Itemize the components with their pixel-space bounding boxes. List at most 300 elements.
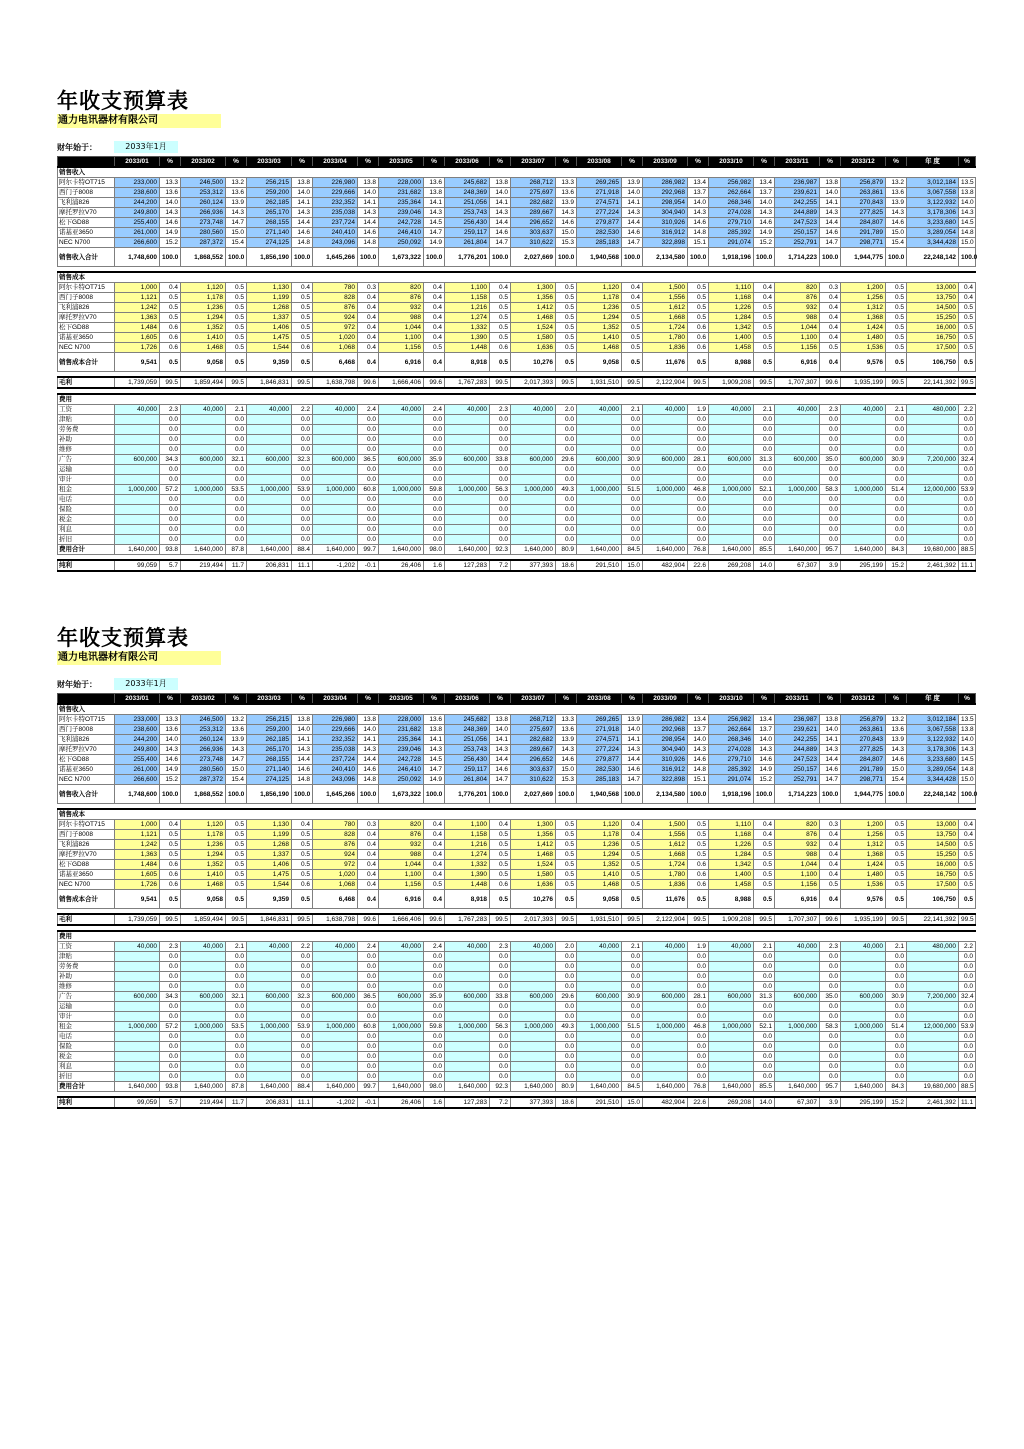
percent-cell[interactable]: 0.0 bbox=[160, 1042, 181, 1052]
value-cell[interactable]: 482,904 bbox=[643, 1097, 688, 1108]
percent-cell[interactable]: 0.5 bbox=[160, 890, 181, 909]
percent-cell[interactable]: 0.0 bbox=[292, 1072, 313, 1082]
percent-cell[interactable]: 14.0 bbox=[358, 188, 379, 198]
percent-cell[interactable]: 2.3 bbox=[490, 405, 511, 415]
percent-cell[interactable]: 15.0 bbox=[886, 765, 907, 775]
value-cell[interactable]: 219,494 bbox=[181, 1097, 226, 1108]
percent-cell[interactable]: 7.2 bbox=[490, 1097, 511, 1108]
row-label[interactable]: 诺基亚3650 bbox=[58, 765, 115, 775]
percent-cell[interactable]: 15.3 bbox=[556, 775, 577, 785]
value-cell[interactable] bbox=[907, 525, 959, 535]
percent-cell[interactable]: 2.1 bbox=[754, 942, 775, 952]
value-cell[interactable]: 274,571 bbox=[577, 198, 622, 208]
value-cell[interactable]: 1,640,000 bbox=[841, 1082, 886, 1092]
value-cell[interactable] bbox=[709, 952, 754, 962]
value-cell[interactable] bbox=[775, 475, 820, 485]
value-cell[interactable]: 480,000 bbox=[907, 942, 959, 952]
value-cell[interactable]: 279,710 bbox=[709, 755, 754, 765]
percent-cell[interactable]: 14.4 bbox=[622, 755, 643, 765]
value-cell[interactable]: 256,215 bbox=[247, 178, 292, 188]
value-cell[interactable]: 1,368 bbox=[841, 850, 886, 860]
percent-cell[interactable]: 13.8 bbox=[820, 178, 841, 188]
percent-cell[interactable]: 0.4 bbox=[959, 830, 976, 840]
percent-cell[interactable]: 0.0 bbox=[622, 1072, 643, 1082]
percent-cell[interactable]: 0.6 bbox=[160, 870, 181, 880]
value-cell[interactable] bbox=[313, 1042, 358, 1052]
percent-cell[interactable]: 0.0 bbox=[622, 962, 643, 972]
value-cell[interactable]: 40,000 bbox=[511, 405, 556, 415]
value-cell[interactable]: 1,178 bbox=[181, 293, 226, 303]
percent-cell[interactable]: 0.0 bbox=[424, 445, 445, 455]
value-cell[interactable]: 1,332 bbox=[445, 323, 490, 333]
percent-cell[interactable]: 0.0 bbox=[688, 1072, 709, 1082]
percent-cell[interactable]: 53.9 bbox=[292, 1022, 313, 1032]
percent-cell[interactable]: 0.4 bbox=[358, 333, 379, 343]
percent-cell[interactable]: 15.0 bbox=[959, 238, 976, 248]
percent-cell[interactable]: 0.3 bbox=[820, 820, 841, 830]
value-cell[interactable]: 3,289,054 bbox=[907, 228, 959, 238]
percent-cell[interactable]: 0.0 bbox=[820, 415, 841, 425]
value-cell[interactable] bbox=[247, 415, 292, 425]
percent-cell[interactable]: 14.0 bbox=[160, 198, 181, 208]
value-cell[interactable]: 1,120 bbox=[181, 283, 226, 293]
value-cell[interactable]: 1,714,223 bbox=[775, 785, 820, 804]
percent-cell[interactable]: 14.3 bbox=[556, 208, 577, 218]
percent-cell[interactable]: 14.7 bbox=[490, 238, 511, 248]
percent-cell[interactable]: 13.3 bbox=[556, 178, 577, 188]
percent-cell[interactable]: 0.5 bbox=[959, 890, 976, 909]
value-cell[interactable] bbox=[247, 495, 292, 505]
value-cell[interactable] bbox=[775, 425, 820, 435]
value-cell[interactable]: 3,012,184 bbox=[907, 715, 959, 725]
percent-cell[interactable]: 0.0 bbox=[688, 1032, 709, 1042]
percent-cell[interactable]: 0.0 bbox=[688, 1062, 709, 1072]
value-cell[interactable]: 1,363 bbox=[115, 850, 160, 860]
percent-cell[interactable]: 0.0 bbox=[226, 445, 247, 455]
value-cell[interactable]: 232,352 bbox=[313, 735, 358, 745]
value-cell[interactable]: 237,724 bbox=[313, 218, 358, 228]
value-cell[interactable]: 876 bbox=[313, 303, 358, 313]
value-cell[interactable] bbox=[775, 1052, 820, 1062]
percent-cell[interactable]: 0.0 bbox=[959, 1032, 976, 1042]
value-cell[interactable] bbox=[445, 535, 490, 545]
value-cell[interactable]: 820 bbox=[379, 283, 424, 293]
value-cell[interactable]: 9,541 bbox=[115, 353, 160, 372]
percent-cell[interactable]: 0.4 bbox=[358, 323, 379, 333]
value-cell[interactable] bbox=[577, 495, 622, 505]
value-cell[interactable] bbox=[841, 1012, 886, 1022]
percent-cell[interactable]: 0.0 bbox=[959, 1072, 976, 1082]
value-cell[interactable]: 291,074 bbox=[709, 775, 754, 785]
row-label[interactable]: 税金 bbox=[58, 515, 115, 525]
percent-cell[interactable]: 14.3 bbox=[754, 745, 775, 755]
value-cell[interactable] bbox=[577, 525, 622, 535]
percent-cell[interactable]: 15.0 bbox=[622, 560, 643, 571]
value-cell[interactable]: 285,183 bbox=[577, 238, 622, 248]
percent-cell[interactable]: 0.4 bbox=[754, 293, 775, 303]
percent-cell[interactable]: 0.0 bbox=[556, 445, 577, 455]
percent-cell[interactable]: 0.4 bbox=[820, 860, 841, 870]
value-cell[interactable] bbox=[379, 1012, 424, 1022]
row-label[interactable]: 补助 bbox=[58, 435, 115, 445]
percent-cell[interactable]: 0.0 bbox=[490, 1012, 511, 1022]
value-cell[interactable]: 876 bbox=[379, 293, 424, 303]
row-label[interactable]: 飞利浦826 bbox=[58, 735, 115, 745]
value-cell[interactable] bbox=[775, 505, 820, 515]
value-cell[interactable]: 600,000 bbox=[445, 992, 490, 1002]
value-cell[interactable] bbox=[841, 1042, 886, 1052]
percent-cell[interactable]: 0.6 bbox=[688, 860, 709, 870]
percent-cell[interactable]: 0.5 bbox=[754, 880, 775, 890]
percent-cell[interactable]: 28.1 bbox=[688, 455, 709, 465]
percent-cell[interactable]: 46.8 bbox=[688, 1022, 709, 1032]
value-cell[interactable]: 247,523 bbox=[775, 218, 820, 228]
value-cell[interactable] bbox=[115, 1052, 160, 1062]
value-cell[interactable] bbox=[313, 1002, 358, 1012]
value-cell[interactable] bbox=[841, 1052, 886, 1062]
value-cell[interactable]: 1,748,600 bbox=[115, 248, 160, 267]
value-cell[interactable]: 1,274 bbox=[445, 850, 490, 860]
value-cell[interactable]: 282,530 bbox=[577, 228, 622, 238]
value-cell[interactable]: 285,392 bbox=[709, 765, 754, 775]
value-cell[interactable]: 291,510 bbox=[577, 560, 622, 571]
value-cell[interactable] bbox=[709, 972, 754, 982]
percent-cell[interactable]: 0.5 bbox=[959, 333, 976, 343]
percent-cell[interactable]: 0.0 bbox=[424, 505, 445, 515]
value-cell[interactable]: 1,000 bbox=[115, 820, 160, 830]
value-cell[interactable]: 1,780 bbox=[643, 333, 688, 343]
percent-cell[interactable]: 0.0 bbox=[424, 535, 445, 545]
percent-cell[interactable]: 0.5 bbox=[490, 323, 511, 333]
value-cell[interactable] bbox=[709, 1072, 754, 1082]
percent-cell[interactable]: 0.5 bbox=[622, 333, 643, 343]
percent-cell[interactable]: 0.0 bbox=[820, 982, 841, 992]
percent-cell[interactable]: 51.5 bbox=[622, 1022, 643, 1032]
percent-cell[interactable]: 0.4 bbox=[358, 293, 379, 303]
row-label[interactable]: 工资 bbox=[58, 942, 115, 952]
value-cell[interactable]: 233,000 bbox=[115, 178, 160, 188]
value-cell[interactable]: 246,500 bbox=[181, 178, 226, 188]
percent-cell[interactable]: 13.3 bbox=[556, 715, 577, 725]
percent-cell[interactable]: 14.6 bbox=[556, 218, 577, 228]
percent-cell[interactable]: 0.0 bbox=[424, 1012, 445, 1022]
percent-cell[interactable]: 0.0 bbox=[820, 425, 841, 435]
percent-cell[interactable]: 14.6 bbox=[556, 755, 577, 765]
value-cell[interactable]: 310,622 bbox=[511, 775, 556, 785]
percent-cell[interactable]: 0.4 bbox=[358, 890, 379, 909]
value-cell[interactable]: 1,294 bbox=[577, 850, 622, 860]
value-cell[interactable]: 876 bbox=[775, 293, 820, 303]
value-cell[interactable] bbox=[115, 465, 160, 475]
value-cell[interactable] bbox=[643, 982, 688, 992]
percent-cell[interactable]: 0.5 bbox=[556, 870, 577, 880]
percent-cell[interactable]: 0.5 bbox=[160, 313, 181, 323]
percent-cell[interactable]: 0.0 bbox=[424, 1052, 445, 1062]
value-cell[interactable]: 1,726 bbox=[115, 880, 160, 890]
value-cell[interactable]: 1,000,000 bbox=[379, 485, 424, 495]
value-cell[interactable]: 270,843 bbox=[841, 735, 886, 745]
value-cell[interactable] bbox=[445, 1072, 490, 1082]
percent-cell[interactable]: -0.1 bbox=[358, 560, 379, 571]
value-cell[interactable] bbox=[115, 525, 160, 535]
value-cell[interactable] bbox=[511, 952, 556, 962]
value-cell[interactable] bbox=[577, 475, 622, 485]
percent-cell[interactable]: 0.0 bbox=[820, 465, 841, 475]
percent-cell[interactable]: 0.0 bbox=[754, 1052, 775, 1062]
value-cell[interactable]: 310,926 bbox=[643, 218, 688, 228]
value-cell[interactable]: 1,200 bbox=[841, 283, 886, 293]
percent-cell[interactable]: 14.0 bbox=[688, 735, 709, 745]
row-label[interactable]: 保险 bbox=[58, 1042, 115, 1052]
value-cell[interactable] bbox=[181, 1072, 226, 1082]
value-cell[interactable] bbox=[115, 445, 160, 455]
value-cell[interactable] bbox=[577, 1002, 622, 1012]
value-cell[interactable] bbox=[907, 1052, 959, 1062]
percent-cell[interactable]: 87.8 bbox=[226, 1082, 247, 1092]
value-cell[interactable]: 1,640,000 bbox=[577, 545, 622, 555]
percent-cell[interactable]: 99.5 bbox=[959, 377, 976, 388]
value-cell[interactable]: 277,825 bbox=[841, 208, 886, 218]
value-cell[interactable]: 240,410 bbox=[313, 765, 358, 775]
value-cell[interactable]: 1,000,000 bbox=[313, 1022, 358, 1032]
percent-cell[interactable]: 0.5 bbox=[490, 840, 511, 850]
row-label[interactable]: 飞利浦826 bbox=[58, 303, 115, 313]
percent-cell[interactable]: 0.5 bbox=[226, 880, 247, 890]
percent-cell[interactable]: 0.0 bbox=[754, 962, 775, 972]
percent-cell[interactable]: 0.0 bbox=[959, 445, 976, 455]
percent-cell[interactable]: 0.5 bbox=[556, 820, 577, 830]
percent-cell[interactable]: 0.5 bbox=[622, 880, 643, 890]
value-cell[interactable]: 1,158 bbox=[445, 830, 490, 840]
percent-cell[interactable]: 5.7 bbox=[160, 1097, 181, 1108]
row-label[interactable]: 劳务费 bbox=[58, 962, 115, 972]
value-cell[interactable]: 274,571 bbox=[577, 735, 622, 745]
percent-cell[interactable]: 0.0 bbox=[490, 962, 511, 972]
percent-cell[interactable]: 0.4 bbox=[754, 830, 775, 840]
percent-cell[interactable]: 0.0 bbox=[754, 445, 775, 455]
percent-cell[interactable]: 0.0 bbox=[754, 1012, 775, 1022]
percent-cell[interactable]: 0.5 bbox=[292, 323, 313, 333]
percent-cell[interactable]: 0.0 bbox=[959, 1062, 976, 1072]
value-cell[interactable]: 7,200,000 bbox=[907, 455, 959, 465]
percent-cell[interactable]: 14.0 bbox=[820, 188, 841, 198]
value-cell[interactable] bbox=[247, 1032, 292, 1042]
percent-cell[interactable]: 0.0 bbox=[490, 525, 511, 535]
value-cell[interactable]: 273,748 bbox=[181, 755, 226, 765]
percent-cell[interactable]: 14.4 bbox=[490, 218, 511, 228]
percent-cell[interactable]: 14.3 bbox=[820, 745, 841, 755]
value-cell[interactable]: 249,800 bbox=[115, 745, 160, 755]
percent-cell[interactable]: 14.9 bbox=[754, 228, 775, 238]
value-cell[interactable] bbox=[445, 1042, 490, 1052]
percent-cell[interactable]: 14.1 bbox=[490, 198, 511, 208]
value-cell[interactable]: 259,117 bbox=[445, 765, 490, 775]
value-cell[interactable]: 242,728 bbox=[379, 755, 424, 765]
percent-cell[interactable]: 0.0 bbox=[820, 972, 841, 982]
value-cell[interactable] bbox=[313, 445, 358, 455]
value-cell[interactable]: 273,748 bbox=[181, 218, 226, 228]
value-cell[interactable] bbox=[313, 475, 358, 485]
value-cell[interactable]: 1,640,000 bbox=[379, 545, 424, 555]
percent-cell[interactable]: 2.3 bbox=[820, 942, 841, 952]
percent-cell[interactable]: 0.4 bbox=[820, 353, 841, 372]
percent-cell[interactable]: 0.0 bbox=[754, 515, 775, 525]
value-cell[interactable]: 282,682 bbox=[511, 735, 556, 745]
value-cell[interactable]: 231,682 bbox=[379, 725, 424, 735]
value-cell[interactable]: 271,918 bbox=[577, 725, 622, 735]
value-cell[interactable] bbox=[643, 1032, 688, 1042]
value-cell[interactable]: 1,668 bbox=[643, 850, 688, 860]
value-cell[interactable]: 480,000 bbox=[907, 405, 959, 415]
percent-cell[interactable]: 52.1 bbox=[754, 485, 775, 495]
value-cell[interactable]: 1,739,059 bbox=[115, 914, 160, 925]
percent-cell[interactable]: 14.7 bbox=[820, 775, 841, 785]
percent-cell[interactable]: 2.4 bbox=[358, 942, 379, 952]
percent-cell[interactable]: 0.0 bbox=[886, 1032, 907, 1042]
value-cell[interactable]: 280,560 bbox=[181, 765, 226, 775]
value-cell[interactable]: 251,056 bbox=[445, 198, 490, 208]
value-cell[interactable]: 1,640,000 bbox=[643, 1082, 688, 1092]
percent-cell[interactable]: 80.9 bbox=[556, 545, 577, 555]
value-cell[interactable] bbox=[643, 465, 688, 475]
value-cell[interactable]: 1,312 bbox=[841, 840, 886, 850]
percent-cell[interactable]: 0.0 bbox=[820, 535, 841, 545]
value-cell[interactable]: 14,500 bbox=[907, 303, 959, 313]
percent-cell[interactable]: 0.0 bbox=[886, 475, 907, 485]
percent-cell[interactable]: 22.6 bbox=[688, 560, 709, 571]
percent-cell[interactable]: 0.4 bbox=[358, 303, 379, 313]
value-cell[interactable]: 1,000,000 bbox=[643, 485, 688, 495]
value-cell[interactable] bbox=[841, 445, 886, 455]
value-cell[interactable]: 1,000,000 bbox=[643, 1022, 688, 1032]
value-cell[interactable]: 972 bbox=[313, 860, 358, 870]
percent-cell[interactable]: 0.0 bbox=[886, 515, 907, 525]
value-cell[interactable] bbox=[841, 425, 886, 435]
percent-cell[interactable]: 3.9 bbox=[820, 1097, 841, 1108]
percent-cell[interactable]: 0.0 bbox=[622, 1032, 643, 1042]
percent-cell[interactable]: 0.4 bbox=[820, 840, 841, 850]
value-cell[interactable]: 269,208 bbox=[709, 1097, 754, 1108]
value-cell[interactable]: 1,178 bbox=[577, 830, 622, 840]
percent-cell[interactable]: 99.5 bbox=[688, 914, 709, 925]
percent-cell[interactable]: 51.4 bbox=[886, 1022, 907, 1032]
value-cell[interactable] bbox=[511, 475, 556, 485]
value-cell[interactable] bbox=[775, 525, 820, 535]
value-cell[interactable] bbox=[841, 505, 886, 515]
value-cell[interactable]: 271,140 bbox=[247, 228, 292, 238]
value-cell[interactable]: 1,236 bbox=[577, 303, 622, 313]
value-cell[interactable] bbox=[379, 535, 424, 545]
percent-cell[interactable]: 0.5 bbox=[754, 870, 775, 880]
percent-cell[interactable]: 30.9 bbox=[886, 455, 907, 465]
percent-cell[interactable]: 0.5 bbox=[226, 293, 247, 303]
value-cell[interactable]: 1,856,190 bbox=[247, 785, 292, 804]
percent-cell[interactable]: 0.5 bbox=[622, 870, 643, 880]
percent-cell[interactable]: 0.4 bbox=[424, 353, 445, 372]
percent-cell[interactable]: 76.8 bbox=[688, 1082, 709, 1092]
value-cell[interactable]: 259,117 bbox=[445, 228, 490, 238]
percent-cell[interactable]: 14.8 bbox=[292, 238, 313, 248]
percent-cell[interactable]: 29.6 bbox=[556, 992, 577, 1002]
percent-cell[interactable]: 0.0 bbox=[424, 465, 445, 475]
percent-cell[interactable]: 14.5 bbox=[424, 755, 445, 765]
value-cell[interactable] bbox=[115, 952, 160, 962]
percent-cell[interactable]: 0.0 bbox=[424, 495, 445, 505]
percent-cell[interactable]: 0.0 bbox=[160, 1002, 181, 1012]
percent-cell[interactable]: 100.0 bbox=[886, 785, 907, 804]
value-cell[interactable]: 820 bbox=[379, 820, 424, 830]
percent-cell[interactable]: 0.0 bbox=[886, 415, 907, 425]
percent-cell[interactable]: 3.9 bbox=[820, 560, 841, 571]
value-cell[interactable]: 206,831 bbox=[247, 1097, 292, 1108]
value-cell[interactable]: 932 bbox=[379, 303, 424, 313]
percent-cell[interactable]: 0.0 bbox=[292, 525, 313, 535]
percent-cell[interactable]: 15.2 bbox=[754, 775, 775, 785]
percent-cell[interactable]: 13.4 bbox=[754, 178, 775, 188]
percent-cell[interactable]: 14.3 bbox=[688, 745, 709, 755]
percent-cell[interactable]: 13.8 bbox=[490, 715, 511, 725]
value-cell[interactable]: 13,000 bbox=[907, 820, 959, 830]
value-cell[interactable] bbox=[775, 962, 820, 972]
percent-cell[interactable]: 0.5 bbox=[292, 890, 313, 909]
value-cell[interactable] bbox=[511, 962, 556, 972]
percent-cell[interactable]: 0.0 bbox=[490, 1052, 511, 1062]
value-cell[interactable]: 600,000 bbox=[313, 455, 358, 465]
value-cell[interactable]: 1,390 bbox=[445, 870, 490, 880]
percent-cell[interactable]: 15.2 bbox=[886, 560, 907, 571]
value-cell[interactable]: 6,916 bbox=[775, 890, 820, 909]
value-cell[interactable] bbox=[841, 1062, 886, 1072]
row-label[interactable]: 电话 bbox=[58, 1032, 115, 1042]
value-cell[interactable]: 247,523 bbox=[775, 755, 820, 765]
row-label[interactable]: 西门子8008 bbox=[58, 725, 115, 735]
value-cell[interactable]: 260,124 bbox=[181, 198, 226, 208]
value-cell[interactable]: 600,000 bbox=[247, 455, 292, 465]
value-cell[interactable]: 253,312 bbox=[181, 188, 226, 198]
percent-cell[interactable]: 0.0 bbox=[358, 1032, 379, 1042]
value-cell[interactable]: 1,120 bbox=[577, 283, 622, 293]
value-cell[interactable]: 1,640,000 bbox=[313, 545, 358, 555]
value-cell[interactable]: 1,044 bbox=[379, 323, 424, 333]
value-cell[interactable]: 261,000 bbox=[115, 765, 160, 775]
value-cell[interactable]: 1,199 bbox=[247, 830, 292, 840]
value-cell[interactable]: 235,038 bbox=[313, 745, 358, 755]
percent-cell[interactable]: 0.0 bbox=[424, 415, 445, 425]
percent-cell[interactable]: 0.5 bbox=[688, 830, 709, 840]
percent-cell[interactable]: 0.5 bbox=[688, 890, 709, 909]
value-cell[interactable] bbox=[709, 505, 754, 515]
percent-cell[interactable]: 0.5 bbox=[959, 313, 976, 323]
percent-cell[interactable]: 0.0 bbox=[292, 1052, 313, 1062]
percent-cell[interactable]: 100.0 bbox=[358, 785, 379, 804]
value-cell[interactable] bbox=[313, 962, 358, 972]
percent-cell[interactable]: 88.5 bbox=[959, 1082, 976, 1092]
percent-cell[interactable]: 0.0 bbox=[292, 1042, 313, 1052]
value-cell[interactable] bbox=[577, 1052, 622, 1062]
percent-cell[interactable]: 14.0 bbox=[490, 188, 511, 198]
value-cell[interactable] bbox=[907, 515, 959, 525]
value-cell[interactable]: 1,412 bbox=[511, 303, 556, 313]
percent-cell[interactable]: 14.6 bbox=[622, 765, 643, 775]
percent-cell[interactable]: 32.3 bbox=[292, 992, 313, 1002]
value-cell[interactable]: 8,988 bbox=[709, 890, 754, 909]
percent-cell[interactable]: 0.5 bbox=[556, 343, 577, 353]
percent-cell[interactable]: 0.0 bbox=[622, 535, 643, 545]
value-cell[interactable] bbox=[181, 1052, 226, 1062]
value-cell[interactable]: 1,000,000 bbox=[577, 485, 622, 495]
value-cell[interactable]: 1,068 bbox=[313, 880, 358, 890]
percent-cell[interactable]: 14.6 bbox=[292, 228, 313, 238]
